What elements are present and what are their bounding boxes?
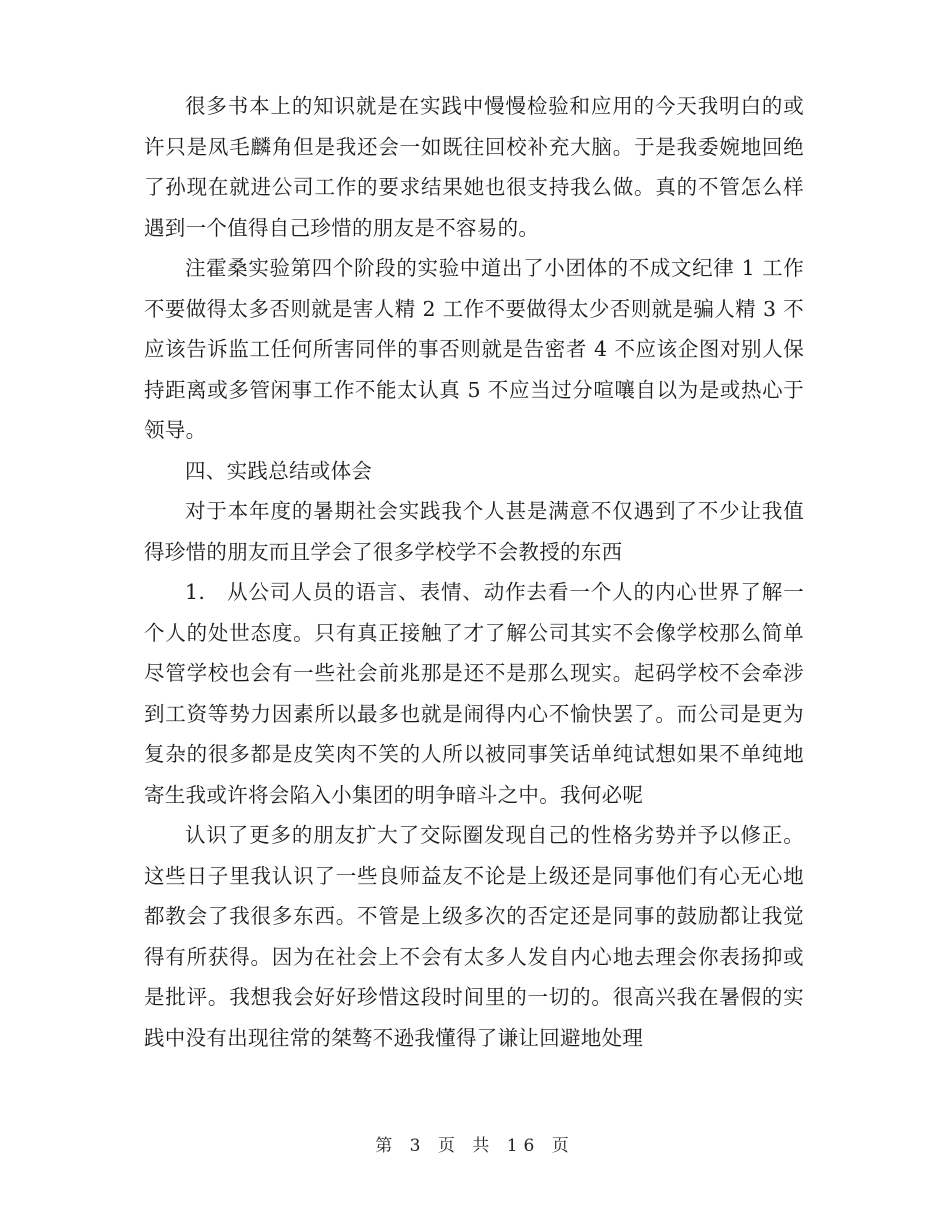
paragraph: 注霍桑实验第四个阶段的实验中道出了小团体的不成文纪律 1 工作不要做得太多否则就是害人精 2 工作不要做得太少否则就是骗人精 3 不应该告诉监工任何所害同伴的事否则就是告密者 4 不应该企图对别人保持距离或多管闲事工作不能太认真 5 不应当过分喧嚷自以为是或热心于领导。 [144, 256, 804, 442]
paragraph: 认识了更多的朋友扩大了交际圈发现自己的性格劣势并予以修正。这些日子里我认识了一些良师益友不论是上级还是同事他们有心无心地都教会了我很多东西。不管是上级多次的否定还是同事的鼓励都让我觉得有所获得。因为在社会上不会有太多人发自内心地去理会你表扬抑或是批评。我想我会好好珍惜这段时间里的一切的。很高兴我在暑假的实践中没有出现往常的桀骜不逊我懂得了谦让回避地处理 [144, 823, 804, 1050]
page-number-footer: 第 3 页 共 16 页 [375, 1136, 575, 1156]
paragraph: 很多书本上的知识就是在实践中慢慢检验和应用的今天我明白的或许只是凤毛麟角但是我还会一如既往回校补充大脑。于是我委婉地回绝了孙现在就进公司工作的要求结果她也很支持我么做。真的不管怎么样遇到一个值得自己珍惜的朋友是不容易的。 [144, 94, 804, 240]
paragraph: 对于本年度的暑期社会实践我个人甚是满意不仅遇到了不少让我值得珍惜的朋友而且学会了很多学校学不会教授的东西 [144, 499, 804, 564]
section-heading: 四、实践总结或体会 [185, 458, 373, 483]
document-body [144, 86, 804, 1058]
list-item: 1. 从公司人员的语言、表情、动作去看一个人的内心世界了解一个人的处世态度。只有真正接触了才了解公司其实不会像学校那么简单尽管学校也会有一些社会前兆那是还不是那么现实。起码学校不会牵涉到工资等势力因素所以最多也就是闹得内心不愉快罢了。而公司是更为复杂的很多都是皮笑肉不笑的人所以被同事笑话单纯试想如果不单纯地寄生我或许将会陷入小集团的明争暗斗之中。我何必呢 [144, 580, 804, 807]
